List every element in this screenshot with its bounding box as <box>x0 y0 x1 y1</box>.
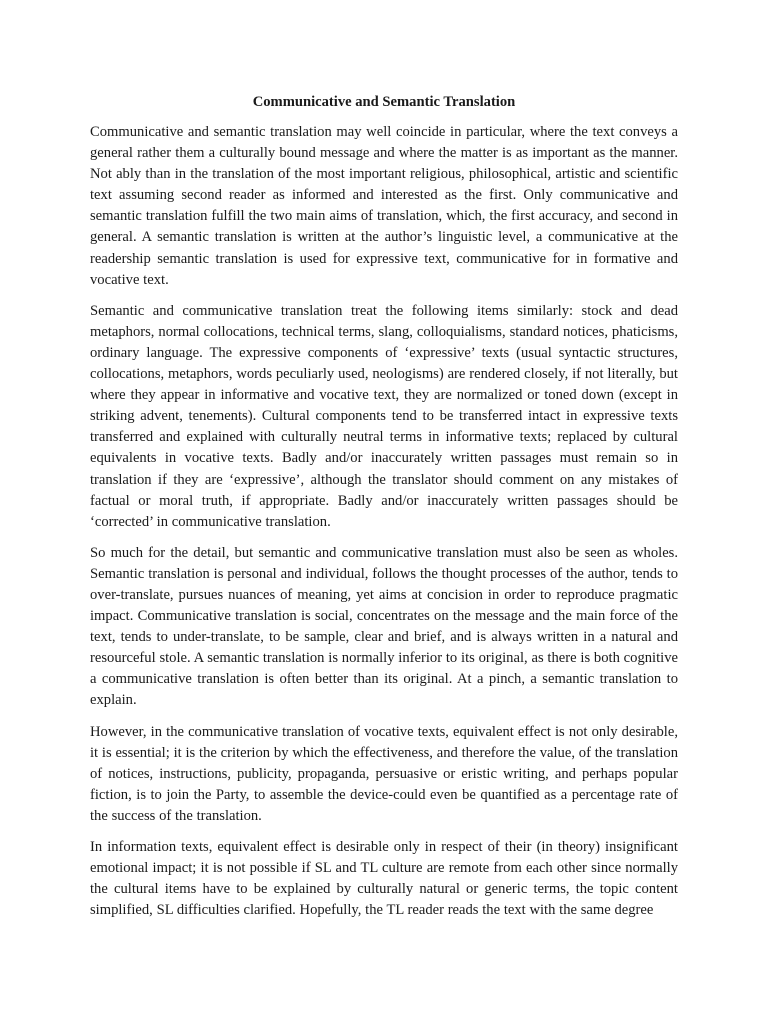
document-page <box>90 92 678 931</box>
paragraph-4: However, in the communicative translation of vocative texts, equivalent effect is not only desirable, it is essential; it is the criterion by which the effectiveness, and therefore the value, of the translation of notices, instructions, publicity, propaganda, persuasive or eristic writing, and perhaps popular fiction, is to join the Party, to assemble the device-could even be quantified as a percentage rate of the success of the translation. <box>90 723 678 824</box>
document-title: Communicative and Semantic Translation <box>252 94 516 110</box>
paragraph-1: Communicative and semantic translation may well coincide in particular, where the text conveys a general rather them a culturally bound message and where the matter is as important as the manner. Not ably than in the translation of the most important religious, philosophical, artistic and scientific text assuming second reader as informed and interested as the first. Only communicative and semantic translation fulfill the two main aims of translation, which, the first accuracy, and second in general. A semantic translation is written at the author’s linguistic level, a communicative at the readership semantic translation is used for expressive text, communicative for in formative and vocative text. <box>90 124 678 288</box>
paragraph-3: So much for the detail, but semantic and communicative translation must also be seen as wholes. Semantic translation is personal and individual, follows the thought processes of the author, tends to over-translate, pursues nuances of meaning, yet aims at concision in order to reproduce pragmatic impact. Communicative translation is social, concentrates on the message and the main force of the text, tends to under-translate, to be sample, clear and brief, and is always written in a natural and resourceful stole. A semantic translation is normally inferior to its original, as there is both cognitive a communicative translation is often better than its original. At a pinch, a semantic translation to explain. <box>90 544 678 709</box>
paragraph-2: Semantic and communicative translation treat the following items similarly: stock and dead metaphors, normal collocations, technical terms, slang, colloquialisms, standard notices, phaticisms, ordinary language. The expressive components of ‘expressive’ texts (usual syntactic structures, collocations, metaphors, words peculiarly used, neologisms) are rendered closely, if not literally, but where they appear in informative and vocative text, they are normalized or toned down (except in striking advent, tenements). Cultural components tend to be transferred intact in expressive texts transferred and explained with culturally neutral terms in informative texts; replaced by cultural equivalents in vocative texts. Badly and/or inaccurately written passages must remain so in translation if they are ‘expressive’, although the translator should comment on any mistakes of factual or moral truth, if appropriate. Badly and/or inaccurately written passages should be ‘corrected’ in communicative translation. <box>90 302 678 530</box>
paragraph-5: In information texts, equivalent effect is desirable only in respect of their (in theory) insignificant emotional impact; it is not possible if SL and TL culture are remote from each other since normally the cultural items have to be explained by culturally natural or generic terms, the topic content simplified, SL difficulties clarified. Hopefully, the TL reader reads the text with the same degree <box>90 839 678 919</box>
